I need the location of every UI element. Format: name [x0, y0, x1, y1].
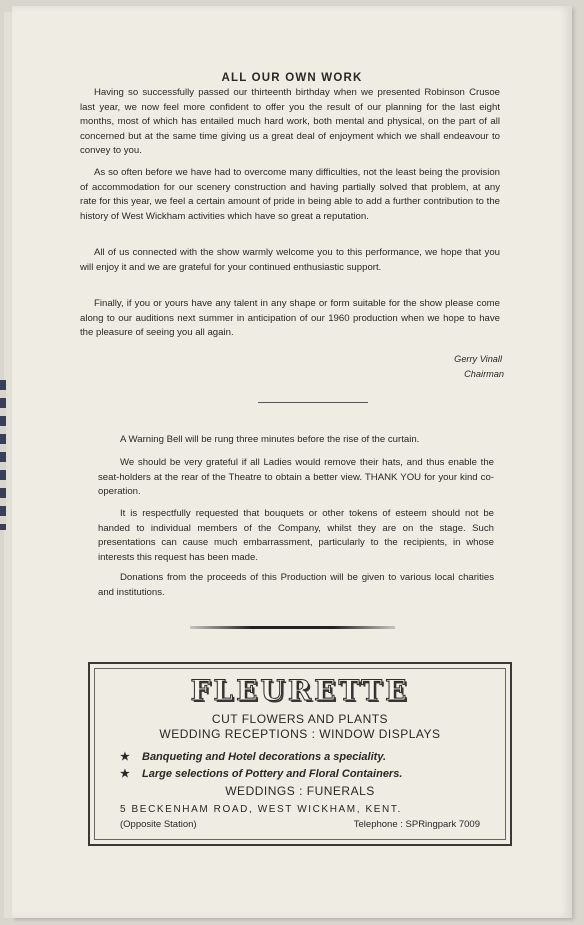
- advert-line-receptions: WEDDING RECEPTIONS : WINDOW DISPLAYS: [159, 727, 441, 741]
- advert-address: 5 BECKENHAM ROAD, WEST WICKHAM, KENT.: [120, 804, 402, 815]
- star-icon: ★: [120, 768, 130, 780]
- advert-divider: [190, 626, 395, 629]
- binding-staples: [0, 380, 6, 530]
- advert-pottery-text: Large selections of Pottery and Floral Containers.: [142, 768, 403, 780]
- auditions-paragraph: Finally, if you or yours have any talent in any shape or form suitable for the show please come along to our auditions next summer in anticipation of our 1960 production when we hope to have the pleasure of seeing you all again.: [80, 298, 500, 338]
- warning-bell-notice: A Warning Bell will be rung three minutes before the rise of the curtain.: [120, 434, 420, 445]
- intro-paragraph: Having so successfully passed our thirteenth birthday when we presented Robinson Crusoe last year, we now feel more confident to offer you the result of our planning for the last eight months, most of which has entailed much hard work, both mental and physical, on the part of all concerned but at the same time giving us a great deal of enjoyment which we shall endeavour to convey to you.: [80, 87, 500, 156]
- star-icon: ★: [120, 751, 130, 763]
- difficulties-paragraph: As so often before we have had to overcome many difficulties, not the least being the provision of accommodation for our scenery construction and having partially solved that problem, at any rate for this year, we feel a certain amount of pride in being able to add a further contribution to the history of West Wickham activities which have so great a reputation.: [80, 167, 500, 222]
- advert-line-weddings: WEDDINGS : FUNERALS: [225, 784, 375, 798]
- signature-name: Gerry Vinall: [454, 354, 502, 364]
- advert-brand: FLEURETTE: [190, 674, 410, 707]
- donations-notice: Donations from the proceeds of this Production will be given to various local charities and institutions.: [98, 572, 494, 598]
- fleurette-advert: [88, 662, 512, 846]
- advert-banqueting-text: Banqueting and Hotel decorations a speciality.: [142, 751, 387, 763]
- advert-location-note: (Opposite Station): [120, 819, 197, 830]
- welcome-paragraph: All of us connected with the show warmly welcome you to this performance, we hope that you will enjoy it and we are grateful for your continued enthusiastic support.: [80, 247, 500, 273]
- advert-pottery: [120, 767, 490, 780]
- advert-telephone: Telephone : SPRingpark 7009: [353, 819, 480, 830]
- section-divider: [258, 402, 368, 403]
- advert-banqueting: [120, 750, 490, 763]
- bouquets-notice: It is respectfully requested that bouquets or other tokens of esteem should not be handed to individual members of the Company, whilst they are on the stage. Such presentations can cause much embarrassment, particularly to the recipients, in whose interests this request has been made.: [98, 508, 494, 563]
- page-heading: ALL OUR OWN WORK: [221, 72, 363, 84]
- hats-notice: We should be very grateful if all Ladies would remove their hats, and thus enable the seat-holders at the rear of the Theatre to obtain a better view. THANK YOU for your kind co-operation.: [98, 457, 494, 497]
- signature-role: Chairman: [464, 369, 504, 379]
- advert-line-flowers: CUT FLOWERS AND PLANTS: [211, 712, 389, 726]
